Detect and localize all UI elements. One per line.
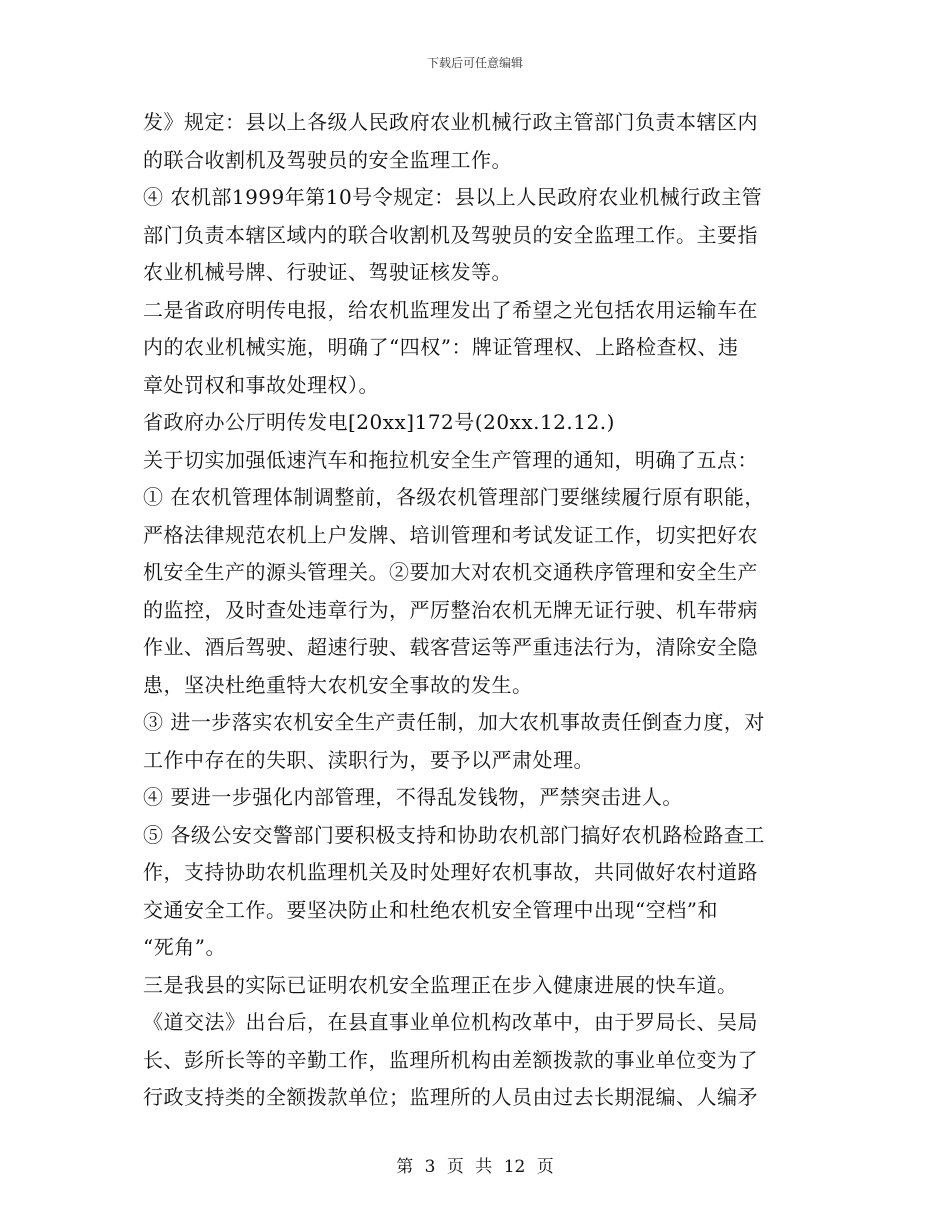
page-number-footer: 第 3 页 共 12 页 [396, 1157, 554, 1177]
text-line: 省政府办公厅明传发电[20xx]172号(20xx.12.12.) [143, 410, 615, 434]
text-line: 严格法律规范农机上户发牌、培训管理和考试发证工作，切实把好农 [143, 522, 758, 547]
text-line: 的监控，及时查处违章行为，严厉整治农机无牌无证行驶、机车带病 [143, 597, 758, 622]
text-line: ④ 农机部1999年第10号令规定：县以上人民政府农业机械行政主管 [143, 185, 763, 209]
text-line: 机安全生产的源头管理关。②要加大对农机交通秩序管理和安全生产 [143, 560, 758, 584]
text-line: 内的农业机械实施，明确了“四权”：牌证管理权、上路检查权、违 [143, 335, 739, 359]
text-line: ⑤ 各级公安交警部门要积极支持和协助农机部门搞好农机路检路查工 [143, 822, 765, 847]
page-header-note: 下载后可任意编辑 [426, 56, 523, 70]
text-line: 工作中存在的失职、渎职行为，要予以严肃处理。 [143, 747, 594, 772]
text-line: 章处罚权和事故处理权）。 [143, 372, 379, 397]
text-line: ① 在农机管理体制调整前，各级农机管理部门要继续履行原有职能， [143, 485, 765, 509]
text-line: 《道交法》出台后，在县直事业单位机构改革中，由于罗局长、吴局 [143, 1010, 758, 1034]
text-line: ④ 要进一步强化内部管理，不得乱发钱物，严禁突击进人。 [143, 785, 683, 809]
text-line: 行政支持类的全额拨款单位；监理所的人员由过去长期混编、人编矛 [143, 1085, 758, 1109]
text-line: 的联合收割机及驾驶员的安全监理工作。 [143, 147, 512, 172]
text-line: 长、彭所长等的辛勤工作，监理所机构由差额拨款的事业单位变为了 [143, 1047, 758, 1072]
text-line: 关于切实加强低速汽车和拖拉机安全生产管理的通知，明确了五点： [143, 447, 758, 472]
text-line: “死角”。 [143, 935, 226, 959]
text-line: ③ 进一步落实农机安全生产责任制，加大农机事故责任倒查力度，对 [143, 710, 765, 734]
text-line: 作业、酒后驾驶、超速行驶、载客营运等严重违法行为，清除安全隐 [143, 635, 758, 659]
text-line: 三是我县的实际已证明农机安全监理正在步入健康进展的快车道。 [143, 972, 738, 997]
document-body [143, 104, 803, 1117]
text-line: 发》规定：县以上各级人民政府农业机械行政主管部门负责本辖区内 [143, 110, 758, 134]
text-line: 二是省政府明传电报，给农机监理发出了希望之光包括农用运输车在 [143, 297, 758, 322]
text-line: 部门负责本辖区域内的联合收割机及驾驶员的安全监理工作。主要指 [143, 222, 758, 247]
text-line: 交通安全工作。要坚决防止和杜绝农机安全管理中出现“空档”和 [143, 897, 718, 922]
text-line: 患，坚决杜绝重特大农机安全事故的发生。 [143, 672, 533, 697]
text-line: 农业机械号牌、行驶证、驾驶证核发等。 [143, 260, 512, 284]
text-line: 作，支持协助农机监理机关及时处理好农机事故，共同做好农村道路 [143, 860, 758, 884]
